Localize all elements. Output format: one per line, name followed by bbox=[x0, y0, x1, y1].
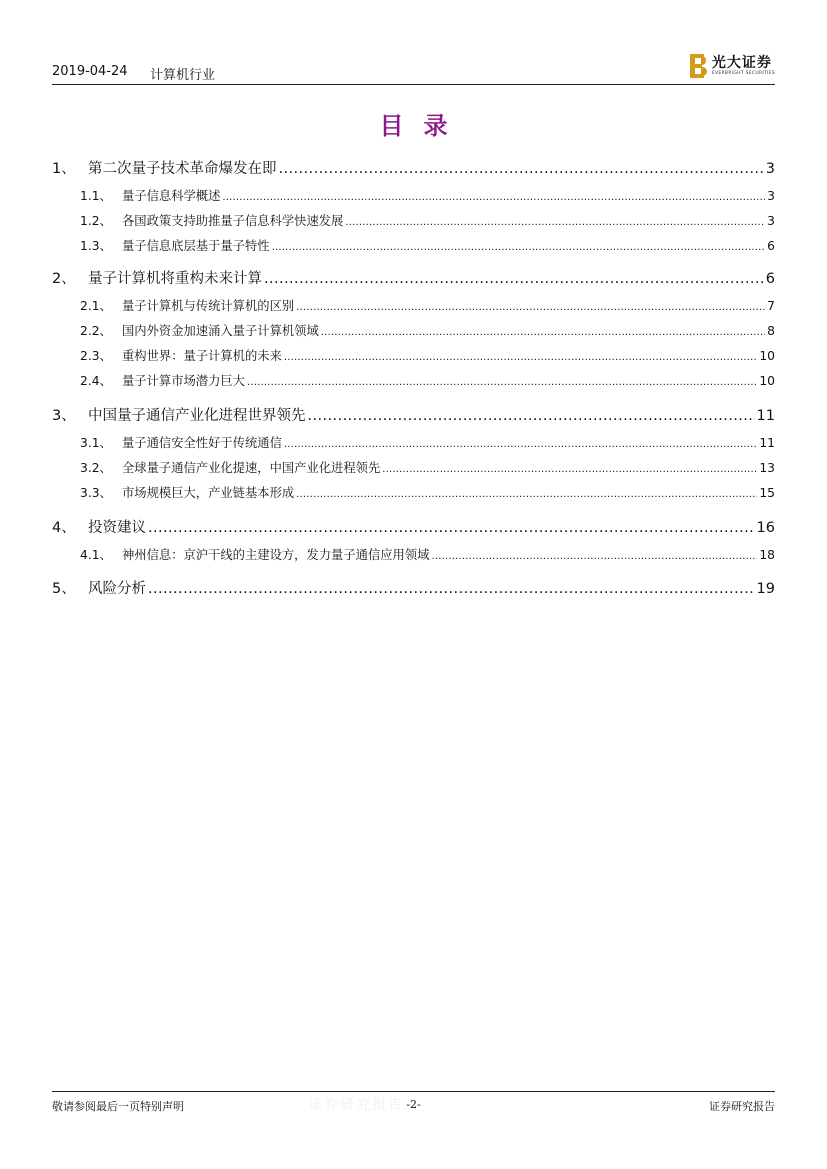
toc-entry-page: 3 bbox=[765, 161, 775, 177]
toc-entry-page: 10 bbox=[759, 374, 775, 388]
toc-entry[interactable] bbox=[80, 371, 775, 389]
toc-leader-dots bbox=[345, 217, 765, 228]
toc-entry[interactable] bbox=[80, 346, 775, 364]
toc-entry-number: 1.1、 bbox=[80, 189, 112, 203]
toc-entry-label: 量子计算机与传统计算机的区别 bbox=[122, 299, 295, 313]
toc-leader-dots bbox=[308, 408, 755, 424]
toc-entry-page: 7 bbox=[767, 299, 775, 313]
toc-entry-number: 1.2、 bbox=[80, 214, 112, 228]
toc-entry-label: 重构世界：量子计算机的未来 bbox=[122, 349, 282, 363]
toc-entry-number: 2.3、 bbox=[80, 349, 112, 363]
toc-entry-label: 全球量子通信产业化提速，中国产业化进程领先 bbox=[122, 461, 381, 475]
toc-leader-dots bbox=[296, 302, 765, 313]
toc-leader-dots bbox=[272, 242, 766, 253]
toc-entry-label: 量子计算机将重构未来计算 bbox=[88, 271, 262, 287]
toc-leader-dots bbox=[264, 271, 764, 287]
toc-entry-label: 神州信息：京沪干线的主建设方，发力量子通信应用领域 bbox=[122, 548, 430, 562]
toc-entry-number: 4.1、 bbox=[80, 548, 112, 562]
toc-entry-page: 11 bbox=[759, 436, 775, 450]
toc-leader-dots bbox=[296, 489, 757, 500]
toc-entry-page: 16 bbox=[756, 520, 775, 536]
toc-entry-number: 2.4、 bbox=[80, 374, 112, 388]
toc-entry[interactable] bbox=[80, 211, 775, 229]
toc-entry[interactable] bbox=[80, 186, 775, 204]
toc-entry-page: 19 bbox=[756, 581, 775, 597]
toc-leader-dots bbox=[279, 161, 764, 177]
toc-leader-dots bbox=[148, 520, 755, 536]
watermark: 证券研究报告 bbox=[308, 1097, 404, 1113]
toc-entry-label: 量子信息科学概述 bbox=[122, 189, 221, 203]
disclaimer-note: 敬请参阅最后一页特别声明 bbox=[52, 1100, 184, 1113]
toc-entry[interactable] bbox=[52, 267, 775, 288]
toc-entry-label: 风险分析 bbox=[88, 581, 146, 597]
toc-entry-page: 3 bbox=[767, 214, 775, 228]
toc-entry[interactable] bbox=[80, 236, 775, 254]
toc-entry-number: 3.3、 bbox=[80, 486, 112, 500]
toc-entry-number: 3、 bbox=[52, 408, 76, 424]
toc-entry-number: 5、 bbox=[52, 581, 76, 597]
toc-entry-page: 6 bbox=[767, 239, 775, 253]
toc-entry-label: 第二次量子技术革命爆发在即 bbox=[88, 161, 277, 177]
page-header bbox=[52, 54, 775, 85]
toc-entry-page: 6 bbox=[765, 271, 775, 287]
toc-entry[interactable] bbox=[80, 458, 775, 476]
page-footer bbox=[52, 1091, 775, 1122]
toc-leader-dots bbox=[222, 192, 765, 203]
toc-leader-dots bbox=[284, 439, 757, 450]
toc-entry[interactable] bbox=[80, 483, 775, 501]
brand-logo bbox=[690, 52, 775, 80]
logo-mark-icon bbox=[690, 54, 708, 78]
toc-entry[interactable] bbox=[80, 321, 775, 339]
toc-leader-dots bbox=[148, 581, 755, 597]
toc-entry-number: 1、 bbox=[52, 161, 76, 177]
toc-entry[interactable] bbox=[80, 296, 775, 314]
toc-leader-dots bbox=[382, 464, 757, 475]
toc-entry-number: 1.3、 bbox=[80, 239, 112, 253]
toc-entry[interactable] bbox=[52, 516, 775, 537]
toc-entry-label: 市场规模巨大，产业链基本形成 bbox=[122, 486, 295, 500]
toc-entry[interactable] bbox=[80, 433, 775, 451]
toc-leader-dots bbox=[284, 352, 757, 363]
toc-entry[interactable] bbox=[52, 157, 775, 178]
toc-leader-dots bbox=[431, 551, 757, 562]
toc-title: 目录 bbox=[379, 111, 468, 140]
logo-name-en: EVERBRIGHT SECURITIES bbox=[711, 70, 775, 76]
toc-entry-label: 各国政策支持助推量子信息科学快速发展 bbox=[122, 214, 344, 228]
toc-entry-page: 11 bbox=[756, 408, 775, 424]
toc-leader-dots bbox=[247, 377, 757, 388]
toc-entry-number: 2、 bbox=[52, 271, 76, 287]
toc-entry-page: 15 bbox=[759, 486, 775, 500]
toc-entry-page: 18 bbox=[759, 548, 775, 562]
toc-entry-page: 10 bbox=[759, 349, 775, 363]
logo-name-cn: 光大证券 bbox=[711, 54, 772, 71]
toc-entry-number: 3.1、 bbox=[80, 436, 112, 450]
toc-entry-label: 国内外资金加速涌入量子计算机领域 bbox=[122, 324, 319, 338]
toc-entry-page: 13 bbox=[759, 461, 775, 475]
toc-entry-label: 量子信息底层基于量子特性 bbox=[122, 239, 270, 253]
toc-entry-number: 2.2、 bbox=[80, 324, 112, 338]
toc-entry[interactable] bbox=[80, 545, 775, 563]
toc-entry-label: 量子计算市场潜力巨大 bbox=[122, 374, 245, 388]
toc-entry-number: 2.1、 bbox=[80, 299, 112, 313]
toc-entry-label: 量子通信安全性好于传统通信 bbox=[122, 436, 282, 450]
toc-entry[interactable] bbox=[52, 577, 775, 598]
toc-entry-page: 8 bbox=[767, 324, 775, 338]
toc-entry-label: 中国量子通信产业化进程世界领先 bbox=[88, 408, 306, 424]
report-date: 2019-04-24 bbox=[52, 64, 128, 79]
toc-entry-page: 3 bbox=[767, 189, 775, 203]
toc-leader-dots bbox=[321, 327, 765, 338]
industry-label: 计算机行业 bbox=[150, 68, 216, 83]
toc-entry-number: 4、 bbox=[52, 520, 76, 536]
toc-entry[interactable] bbox=[52, 404, 775, 425]
toc-entry-number: 3.2、 bbox=[80, 461, 112, 475]
toc-entry-label: 投资建议 bbox=[88, 520, 146, 536]
page-number: -2- bbox=[406, 1098, 421, 1111]
report-type: 证券研究报告 bbox=[709, 1100, 775, 1113]
